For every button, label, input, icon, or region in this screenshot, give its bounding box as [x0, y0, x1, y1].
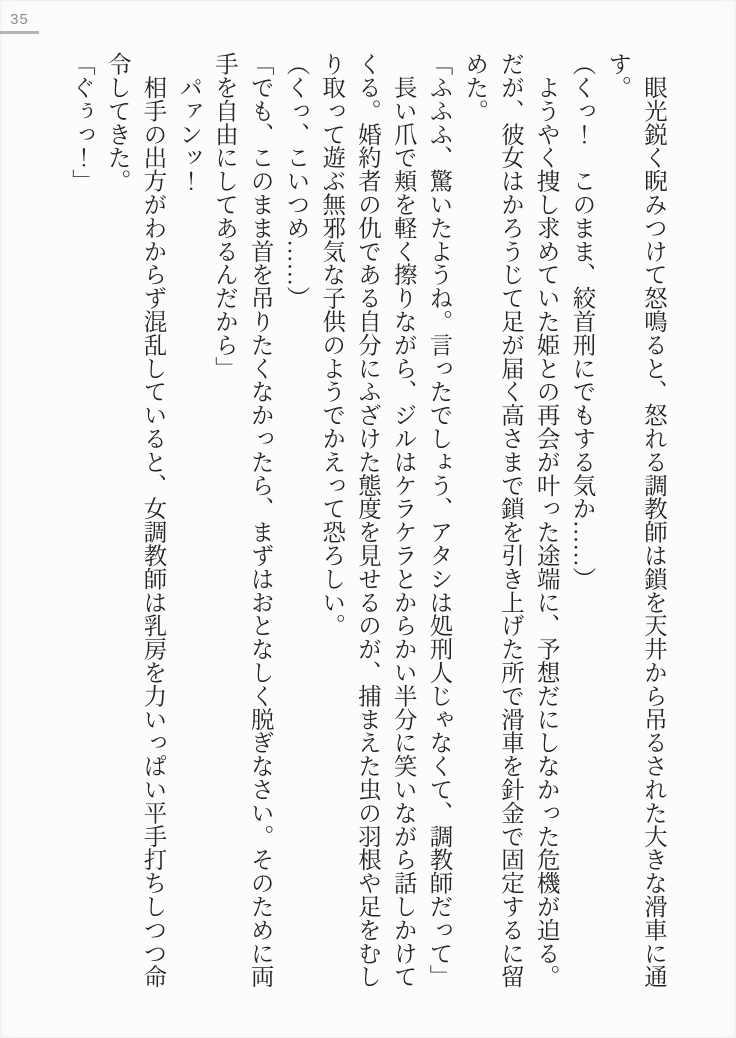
text-column: 「ぐぅっ！」 — [68, 52, 94, 193]
text-column: （くっ！ このまま、絞首刑にでもする気か……） — [568, 52, 595, 591]
page-number-text: 35 — [10, 11, 29, 28]
text-column: す。 — [604, 52, 631, 99]
text-column: めた。 — [461, 52, 488, 123]
text-column: 令してきた。 — [103, 52, 130, 193]
text-column: 眼光鋭く睨みつけて怒鳴ると、怒れる調教師は鎖を天井から吊るされた大きな滑車に通 — [640, 52, 666, 988]
text-column: り取って遊ぶ無邪気な子供のようでかえって恐ろしい。 — [318, 52, 345, 637]
page-number — [0, 11, 39, 34]
text-column: 手を自由にしてあるんだから」 — [211, 52, 237, 380]
text-column: だが、彼女はかろうじて足が届く高さまで鎖を引き上げた所で滑車を針金で固定するに留 — [497, 52, 523, 988]
text-column: 相手の出方がわからず混乱していると、女調教師は乳房を力いっぱい平手打ちしつつ命 — [139, 52, 166, 988]
text-column: 長い爪で頬を軽く擦りながら、ジルはケラケラとからかい半分に笑いながら話しかけて — [389, 52, 416, 988]
text-column: 「でも、このまま首を吊りたくなかったら、まずはおとなしく脱ぎなさい。そのために両 — [246, 52, 273, 988]
text-column: 「ふふふ、驚いたようね。言ったでしょう、アタシは処刑人じゃなくて、調教師だって」 — [425, 52, 452, 988]
page-body-text — [62, 52, 670, 992]
text-column: くる。婚約者の仇である自分にふざけた態度を見せるのが、捕まえた虫の羽根や足をむし — [354, 52, 380, 988]
text-column: パァンッ！ — [175, 52, 202, 193]
text-column: ようやく捜し求めていた姫との再会が叶った途端に、予想だにしなかった危機が迫る。 — [532, 52, 559, 988]
text-column: （くっ、こいつめ……） — [282, 52, 309, 310]
